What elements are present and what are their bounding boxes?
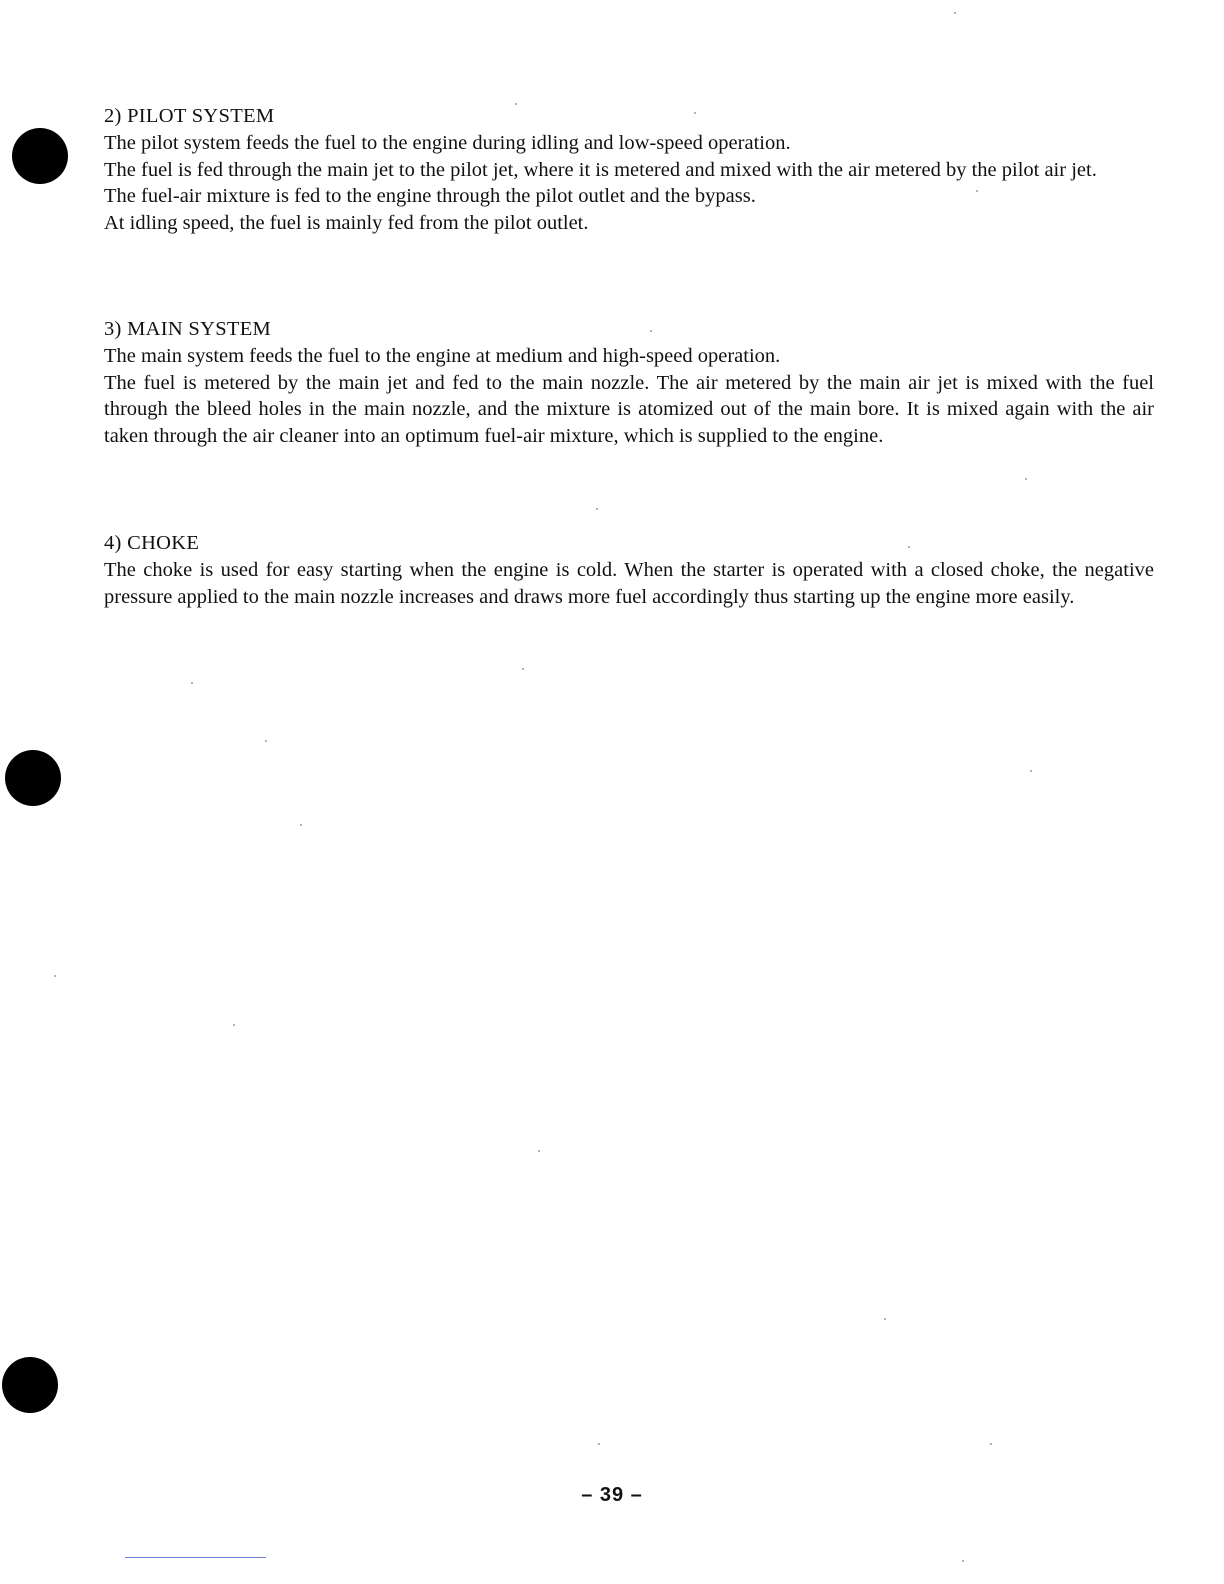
section-heading: 2) PILOT SYSTEM <box>104 105 275 127</box>
scan-speck <box>884 1318 886 1320</box>
paragraph: The pilot system feeds the fuel to the engine during idling and low-speed operation. <box>104 131 791 154</box>
footer-rule <box>125 1557 266 1558</box>
punch-hole <box>2 1357 58 1413</box>
paragraph: The fuel is metered by the main jet and fed to the main nozzle. The air metered by the main air jet is mixed with the fuel through the bleed holes in the main nozzle, and the mixture is atomized out of the main bore. It is mixed again with the air taken through the air cleaner into an optimum fuel-air mixture, which is supplied to the engine. <box>104 371 1154 448</box>
paragraph: The fuel-air mixture is fed to the engine through the pilot outlet and the bypass. <box>104 185 756 208</box>
scan-speck <box>954 12 956 14</box>
scan-speck <box>515 103 517 105</box>
scan-speck <box>650 330 652 332</box>
scan-speck <box>596 508 598 510</box>
scan-speck <box>54 975 56 977</box>
scan-speck <box>1025 478 1027 480</box>
scan-speck <box>191 682 193 684</box>
scan-speck <box>990 1443 992 1445</box>
scan-speck <box>908 546 910 548</box>
scan-speck <box>1030 770 1032 772</box>
section-pilot-system <box>104 103 1154 237</box>
scan-speck <box>522 668 524 670</box>
paragraph: The fuel is fed through the main jet to the pilot jet, where it is metered and mixed with the air metered by the pilot air jet. <box>104 158 1097 181</box>
paragraph: At idling speed, the fuel is mainly fed from the pilot outlet. <box>104 212 589 235</box>
paragraph: The choke is used for easy starting when the engine is cold. When the starter is operated with a closed choke, the negative pressure applied to the main nozzle increases and draws more fuel accordingly thus starting up the engine more easily. <box>104 558 1154 608</box>
scan-speck <box>233 1024 235 1026</box>
punch-hole <box>12 128 68 184</box>
section-choke <box>104 530 1154 610</box>
scan-speck <box>300 824 302 826</box>
scan-speck <box>976 190 978 192</box>
paragraph: The main system feeds the fuel to the engine at medium and high-speed operation. <box>104 344 781 367</box>
scan-speck <box>694 112 696 114</box>
section-heading: 3) MAIN SYSTEM <box>104 318 272 340</box>
scan-speck <box>962 1560 964 1562</box>
section-main-system <box>104 316 1154 450</box>
section-heading: 4) CHOKE <box>104 532 200 554</box>
scan-speck <box>538 1150 540 1152</box>
page-number: – 39 – <box>581 1484 643 1506</box>
punch-hole <box>5 750 61 806</box>
scan-speck <box>265 740 267 742</box>
scan-speck <box>598 1443 600 1445</box>
